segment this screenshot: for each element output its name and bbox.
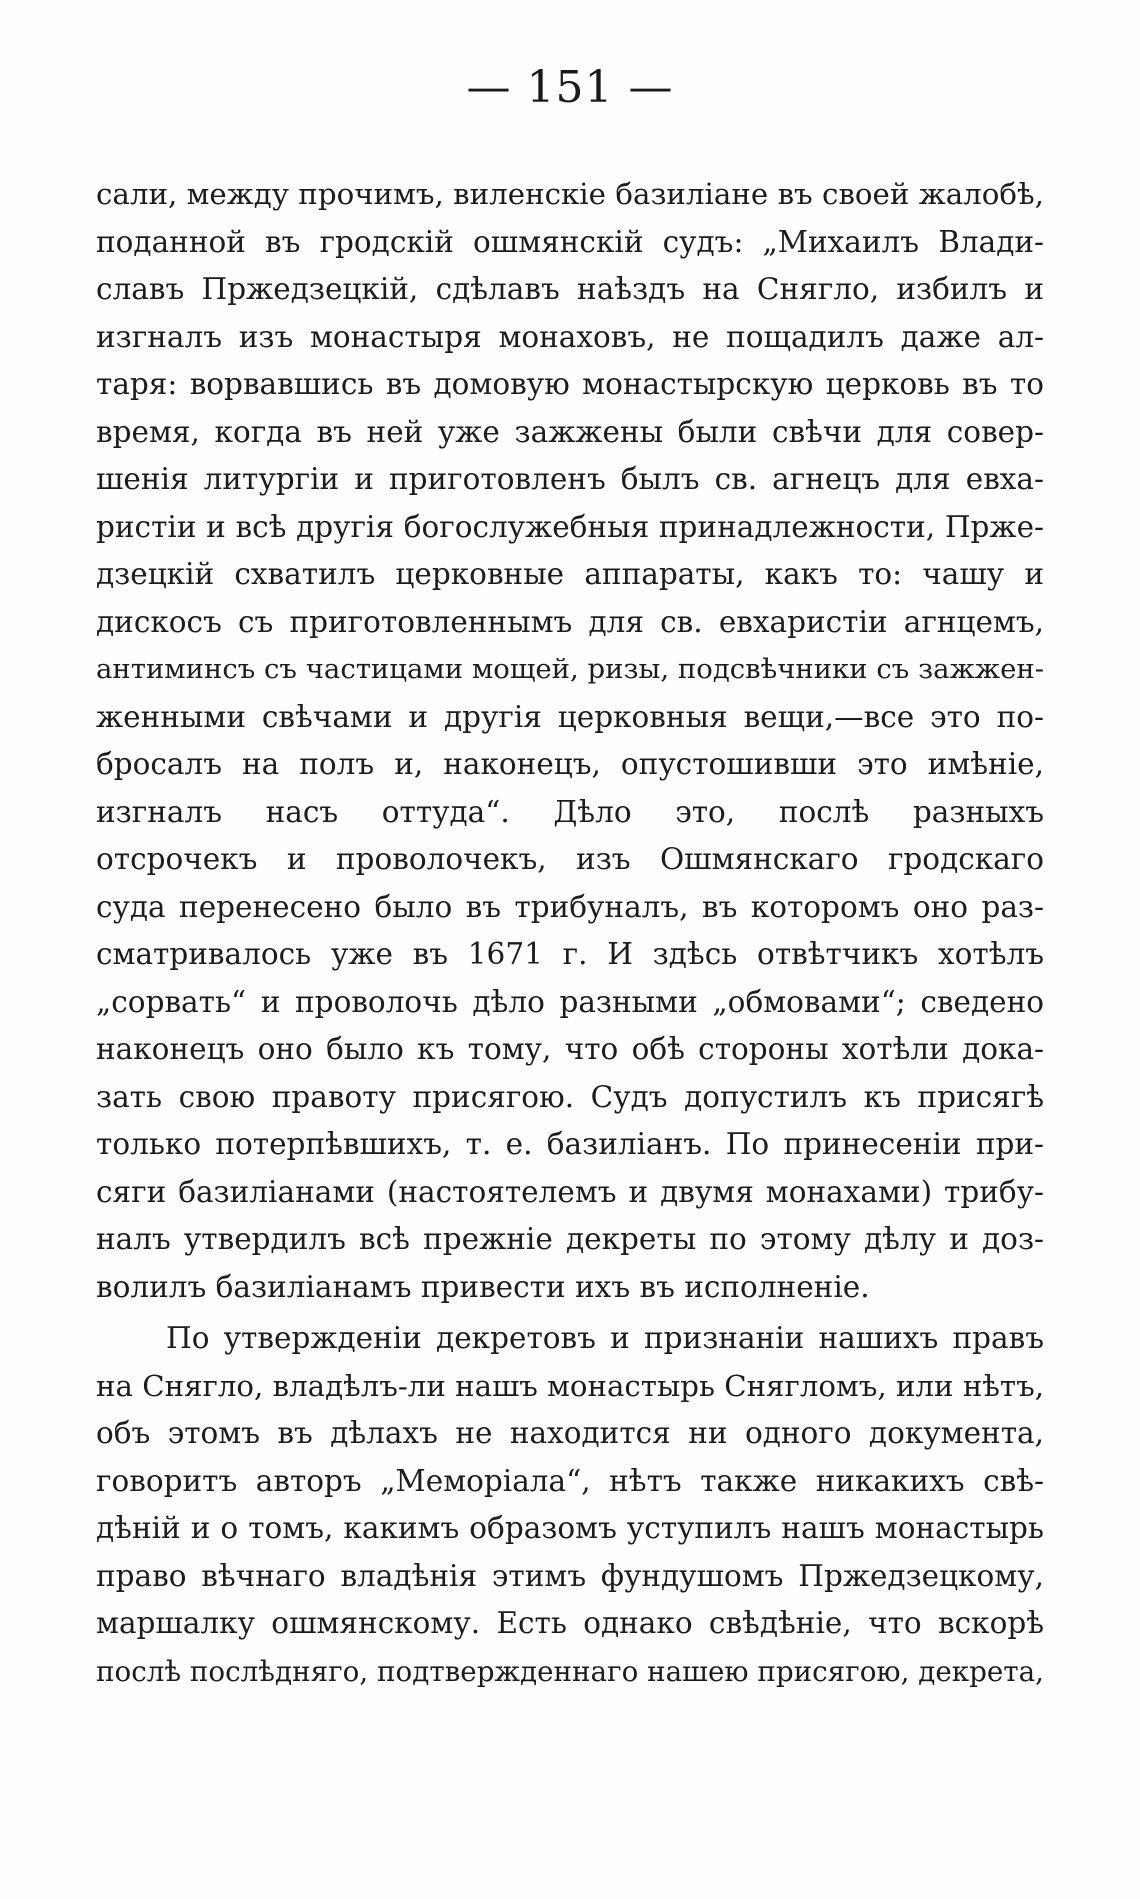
- text-line: сяги базиліанами (настоятелемъ и двумя монахами) трибу-: [96, 1174, 1044, 1209]
- text-line: сматривалось уже въ 1671 г. И здѣсь отвѣтчикъ хотѣлъ: [96, 937, 1044, 971]
- text-line: наконецъ оно было къ тому, что обѣ стороны хотѣли дока-: [96, 1032, 1044, 1066]
- text-line: дзецкій схватилъ церковные аппараты, какъ то: чашу и: [96, 557, 1044, 591]
- page-number: — 151 —: [466, 62, 674, 113]
- text-line: волилъ базиліанамъ привести ихъ въ исполненіе.: [96, 1269, 870, 1304]
- text-line: послѣ послѣдняго, подтвержденнаго нашею присягою, декрета,: [96, 1654, 1044, 1688]
- paragraph-2: [96, 1315, 1044, 1695]
- paragraph-1: [96, 171, 1044, 1311]
- text-line: таря: ворвавшись въ домовую монастырскую церковь въ то: [96, 367, 1044, 401]
- text-line: маршалку ошмянскому. Есть однако свѣдѣніе, что вскорѣ: [96, 1606, 1044, 1640]
- text-line: говоритъ авторъ „Меморіала“, нѣтъ также никакихъ свѣ-: [96, 1463, 1044, 1498]
- text-line: поданной въ гродскій ошмянскій судъ: „Михаилъ Влади-: [96, 224, 1044, 259]
- text-line: налъ утвердилъ всѣ прежніе декреты по этому дѣлу и доз-: [96, 1222, 1044, 1256]
- text-line: бросалъ на полъ и, наконецъ, опустошивши это имѣніе,: [96, 747, 1044, 781]
- text-line: изгналъ изъ монастыря монаховъ, не пощадилъ даже ал-: [96, 319, 1044, 354]
- text-line: на Сняглo, владѣлъ-ли нашъ монастырь Снягломъ, или нѣтъ,: [96, 1368, 1044, 1403]
- text-line: ристіи и всѣ другія богослужебныя принадлежности, Прже-: [96, 509, 1044, 544]
- text-line: отсрочекъ и проволочекъ, изъ Ошмянскаго гродскаго: [96, 842, 1044, 876]
- text-line: право вѣчнаго владѣнія этимъ фундушомъ Пржедзецкому,: [96, 1558, 1044, 1593]
- text-line: По утвержденіи декретовъ и признаніи нашихъ правъ: [166, 1321, 1044, 1355]
- text-line: славъ Пржедзецкій, сдѣлавъ наѣздъ на Сняглo, избилъ и: [96, 272, 1044, 306]
- text-line: зать свою правоту присягою. Судъ допустилъ къ присягѣ: [96, 1079, 1044, 1114]
- text-line: время, когда въ ней уже зажжены были свѣчи для совер-: [96, 414, 1044, 449]
- text-line: „сорвать“ и проволочь дѣло разными „обмовами“; сведено: [96, 984, 1044, 1019]
- text-line: шенія литургіи и приготовленъ былъ св. агнецъ для евха-: [96, 462, 1044, 496]
- text-line: изгналъ насъ оттуда“. Дѣло это, послѣ разныхъ: [96, 794, 1044, 829]
- text-line: антиминсъ съ частицами мощей, ризы, подсвѣчники съ зажжен-: [96, 653, 1044, 685]
- text-line: только потерпѣвшихъ, т. е. базиліанъ. По принесеніи при-: [96, 1127, 1044, 1161]
- text-line: суда перенесено было въ трибуналъ, въ которомъ оно раз-: [96, 889, 1044, 924]
- text-line: женными свѣчами и другія церковныя вещи,—все это по-: [96, 699, 1044, 734]
- text-line: дѣній и о томъ, какимъ образомъ уступилъ нашъ монастырь: [96, 1511, 1044, 1545]
- text-line: сали, между прочимъ, виленскіе базиліане въ своей жалобѣ,: [96, 177, 1044, 211]
- text-line: объ этомъ въ дѣлахъ не находится ни одного документа,: [96, 1416, 1044, 1450]
- text-line: дискосъ съ приготовленнымъ для св. евхаристіи агнцемъ,: [96, 604, 1044, 639]
